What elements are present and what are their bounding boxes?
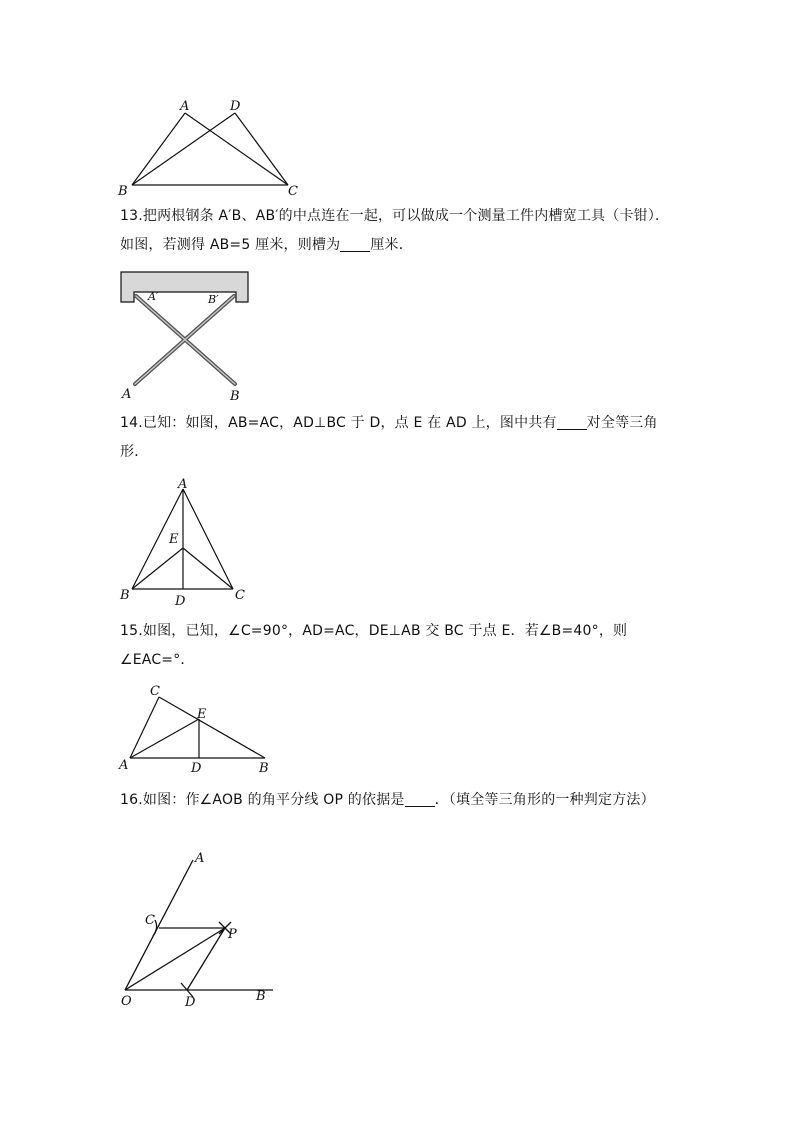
- label-C: C: [150, 684, 160, 699]
- answer-blank[interactable]: [405, 792, 435, 807]
- label-B: B: [118, 184, 128, 199]
- label-E: E: [197, 707, 207, 722]
- label-A-prime: A′: [148, 290, 159, 303]
- figure-q13-calipers: [118, 270, 258, 405]
- question-number: 13.: [120, 208, 143, 224]
- label-A: A: [119, 758, 129, 773]
- label-B-prime: B′: [208, 293, 219, 306]
- question-14: [120, 409, 680, 467]
- label-B: B: [120, 588, 130, 603]
- question-text-tail: 厘米．: [370, 237, 413, 253]
- label-C: C: [288, 184, 298, 199]
- label-D: D: [191, 761, 202, 776]
- question-text: 如图，已知，∠C=90°，AD=AC，DE⊥AB 交 BC 于点 E．若∠B=40°，则∠EAC=: [120, 623, 628, 668]
- label-O: O: [121, 994, 132, 1009]
- answer-blank[interactable]: [557, 415, 587, 430]
- label-B: B: [259, 761, 269, 776]
- figure-q16-angle-bisector: [115, 850, 280, 1010]
- label-C: C: [235, 588, 245, 603]
- label-C: C: [145, 913, 155, 928]
- figure-q14-isosceles: [110, 475, 260, 610]
- question-number: 15.: [120, 623, 143, 639]
- label-D: D: [185, 995, 196, 1010]
- label-B: B: [256, 989, 266, 1004]
- label-B: B: [230, 389, 240, 404]
- question-number: 16.: [120, 792, 143, 808]
- question-13: [120, 202, 680, 260]
- figure-q15-right-triangle: [115, 683, 280, 775]
- label-P: P: [228, 927, 237, 942]
- figure-q12-triangles: [110, 95, 310, 200]
- answer-blank[interactable]: [340, 237, 370, 252]
- label-E: E: [169, 532, 179, 547]
- question-16: [120, 786, 680, 815]
- question-text: 把两根钢条 A′B、AB′的中点连在一起，可以做成一个测量工件内槽宽工具（卡钳）．如图，若测得 AB=5 厘米，则槽为: [120, 208, 670, 253]
- label-D: D: [230, 99, 241, 114]
- question-text-tail: 对全等三角形．: [120, 415, 658, 460]
- label-A: A: [195, 851, 205, 866]
- question-text-tail: °．: [173, 652, 195, 668]
- question-text-tail: ．（填全等三角形的一种判定方法）: [434, 792, 655, 808]
- question-15: [120, 617, 680, 675]
- label-A: A: [122, 387, 132, 402]
- label-D: D: [175, 594, 186, 609]
- question-text: 已知：如图，AB=AC，AD⊥BC 于 D，点 E 在 AD 上，图中共有: [142, 415, 557, 431]
- label-A: A: [178, 477, 188, 492]
- question-text: 如图：作∠AOB 的角平分线 OP 的依据是: [142, 792, 405, 808]
- question-number: 14.: [120, 415, 143, 431]
- label-A: A: [180, 99, 190, 114]
